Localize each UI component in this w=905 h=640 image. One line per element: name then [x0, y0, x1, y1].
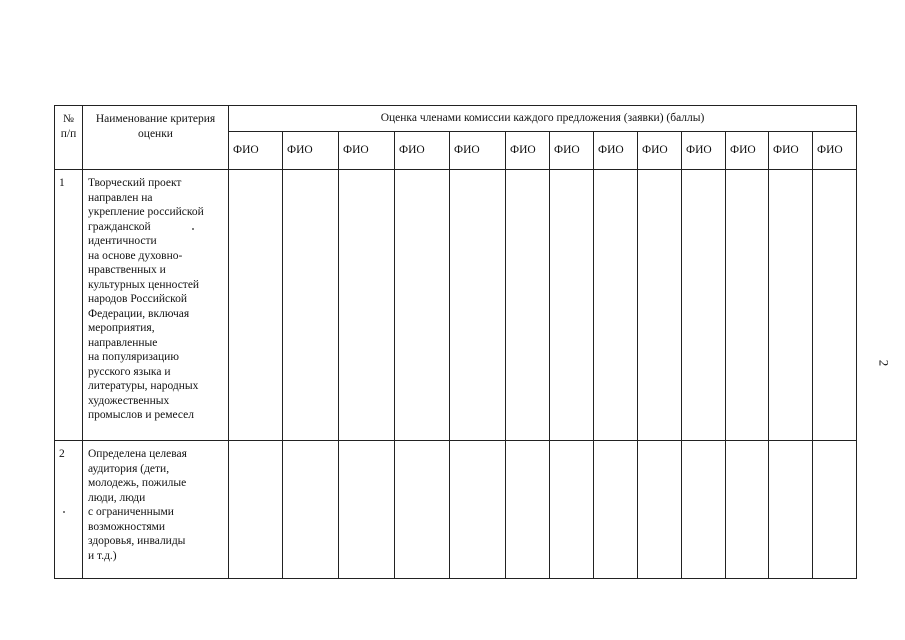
header-number [55, 106, 83, 170]
scan-speck [63, 511, 65, 513]
score-cell[interactable] [813, 441, 857, 579]
header-row-top [55, 106, 857, 132]
member-column-10: ФИО [682, 132, 726, 170]
header-commission-score-label: Оценка членами комиссии каждого предложения (заявки) (баллы) [380, 112, 705, 125]
member-column-11: ФИО [726, 132, 769, 170]
score-cell[interactable] [594, 170, 638, 441]
member-column-3: ФИО [339, 132, 395, 170]
score-cell[interactable] [229, 441, 283, 579]
member-column-1: ФИО [229, 132, 283, 170]
score-cell[interactable] [638, 441, 682, 579]
score-cell[interactable] [450, 441, 506, 579]
scan-speck [192, 228, 194, 230]
score-cell[interactable] [550, 441, 594, 579]
score-cell[interactable] [813, 170, 857, 441]
row-number: 2 [55, 441, 83, 579]
score-cell[interactable] [682, 441, 726, 579]
score-cell[interactable] [506, 441, 550, 579]
score-cell[interactable] [726, 441, 769, 579]
score-cell[interactable] [638, 170, 682, 441]
score-cell[interactable] [283, 170, 339, 441]
header-criterion-label: Наименование критерия оценки [95, 113, 216, 140]
score-cell[interactable] [769, 170, 813, 441]
member-column-6: ФИО [506, 132, 550, 170]
member-column-7: ФИО [550, 132, 594, 170]
table-row [55, 170, 857, 441]
score-cell[interactable] [594, 441, 638, 579]
score-cell[interactable] [395, 170, 450, 441]
score-cell[interactable] [395, 441, 450, 579]
criterion-text: Творческий проект направлен на укрепление российской гражданской идентичности на основе духовно- нравственных и культурных ценностей народов Российской Федерации, включая мероприятия, направленные на популяризацию русского языка и литературы, народных художественных промыслов и ремесел [83, 170, 229, 441]
member-column-5: ФИО [450, 132, 506, 170]
score-cell[interactable] [283, 441, 339, 579]
member-column-8: ФИО [594, 132, 638, 170]
member-column-12: ФИО [769, 132, 813, 170]
score-cell[interactable] [550, 170, 594, 441]
header-number-label: № п/п [60, 113, 77, 140]
header-criterion [83, 106, 229, 170]
score-cell[interactable] [506, 170, 550, 441]
score-cell[interactable] [726, 170, 769, 441]
member-column-4: ФИО [395, 132, 450, 170]
header-commission-score [229, 106, 857, 132]
score-cell[interactable] [769, 441, 813, 579]
criterion-text: Определена целевая аудитория (дети, молодежь, пожилые люди, люди с ограниченными возможностями здоровья, инвалиды и т.д.) [83, 441, 229, 579]
evaluation-table [54, 105, 857, 579]
page-number: 2 [876, 359, 892, 367]
member-column-9: ФИО [638, 132, 682, 170]
score-cell[interactable] [229, 170, 283, 441]
score-cell[interactable] [339, 170, 395, 441]
row-number: 1 [55, 170, 83, 441]
member-column-13: ФИО [813, 132, 857, 170]
score-cell[interactable] [339, 441, 395, 579]
score-cell[interactable] [450, 170, 506, 441]
score-cell[interactable] [682, 170, 726, 441]
member-column-2: ФИО [283, 132, 339, 170]
table-row [55, 441, 857, 579]
